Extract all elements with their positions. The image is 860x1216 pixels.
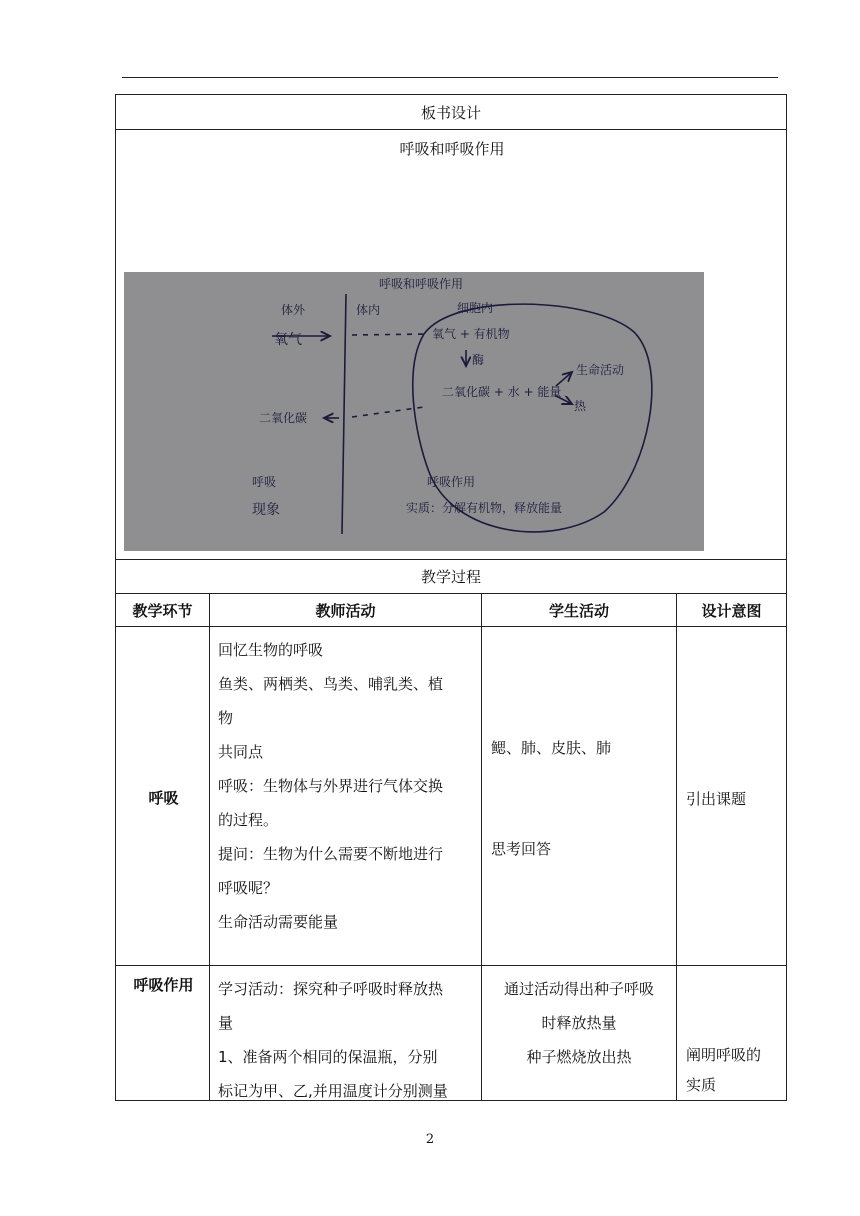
sketch-breath-1: 呼吸 (252, 475, 277, 489)
sketch-co2: 二氧化碳 (259, 411, 308, 425)
board-design-title-cell (115, 94, 787, 130)
row2-intent-cell (676, 965, 787, 1101)
divider-line (342, 294, 346, 534)
row2-stage: 呼吸作用 (133, 976, 194, 994)
sketch-breath-2: 现象 (252, 502, 280, 518)
sketch-heat: 热 (574, 399, 587, 413)
teacher-line: 呼吸：生物体与外界进行气体交换 (218, 777, 444, 795)
row1-intent: 引出课题 (686, 790, 747, 808)
teacher-line: 提问：生物为什么需要不断地进行 (218, 845, 444, 863)
intent-line: 阐明呼吸的 (686, 1046, 762, 1064)
teacher-line: 回忆生物的呼吸 (218, 641, 324, 659)
row2-student-cell (481, 965, 677, 1101)
row1-student-cell (481, 626, 677, 966)
sketch-life: 生命活动 (576, 363, 625, 377)
row1-stage: 呼吸 (148, 789, 179, 807)
teacher-line: 物 (218, 709, 234, 727)
header-teacher: 教师活动 (209, 593, 482, 627)
teaching-process-title-cell (115, 559, 787, 594)
blackboard-sketch-photo (124, 272, 704, 551)
header-student: 学生活动 (481, 593, 677, 627)
teacher-line: 学习活动：探究种子呼吸时释放热 (218, 980, 444, 998)
teacher-line: 共同点 (218, 743, 264, 761)
intent-line: 实质 (686, 1076, 717, 1094)
header-stage: 教学环节 (115, 593, 210, 627)
row2-teacher-cell (209, 965, 482, 1101)
sketch-title: 呼吸和呼吸作用 (379, 277, 464, 291)
teaching-process-title: 教学过程 (420, 568, 481, 586)
student-line: 种子燃烧放出热 (526, 1048, 632, 1066)
teacher-line: 标记为甲、乙,并用温度计分别测量 (218, 1082, 448, 1100)
row2-stage-cell (115, 965, 210, 1101)
board-subtitle: 呼吸和呼吸作用 (399, 140, 505, 158)
sketch-reactants: 氧气 + 有机物 (432, 327, 510, 341)
teacher-line: 呼吸呢？ (218, 879, 279, 897)
row1-teacher-cell (209, 626, 482, 966)
board-design-content (115, 129, 787, 560)
page-number: 2 (425, 1132, 435, 1147)
row1-stage-cell (115, 626, 210, 966)
student-line: 思考回答 (491, 840, 552, 858)
header-intent: 设计意图 (676, 593, 787, 627)
teacher-line: 1、准备两个相同的保温瓶，分别 (218, 1048, 438, 1066)
sketch-drawing (124, 272, 704, 551)
student-line: 鳃、肺、皮肤、肺 (491, 739, 612, 757)
sketch-essence: 实质：分解有机物，释放能量 (406, 501, 563, 515)
sketch-products: 二氧化碳 + 水 + 能量 (442, 385, 562, 399)
header-rule (122, 77, 778, 78)
teacher-line: 的过程。 (218, 811, 279, 829)
sketch-enzyme: 酶 (472, 353, 485, 367)
teacher-line: 生命活动需要能量 (218, 913, 339, 931)
sketch-oxygen: 氧气 (274, 332, 302, 348)
teacher-line: 鱼类、两栖类、鸟类、哺乳类、植 (218, 675, 444, 693)
sketch-cell: 细胞内 (457, 301, 494, 315)
sketch-outside: 体外 (281, 303, 306, 317)
row1-intent-cell (676, 626, 787, 966)
sketch-inside: 体内 (356, 303, 381, 317)
student-line: 通过活动得出种子呼吸 (503, 980, 654, 998)
teacher-line: 量 (218, 1014, 234, 1032)
sketch-resp-action: 呼吸作用 (427, 475, 476, 489)
board-design-title: 板书设计 (420, 104, 481, 122)
student-line: 时释放热量 (541, 1014, 617, 1032)
